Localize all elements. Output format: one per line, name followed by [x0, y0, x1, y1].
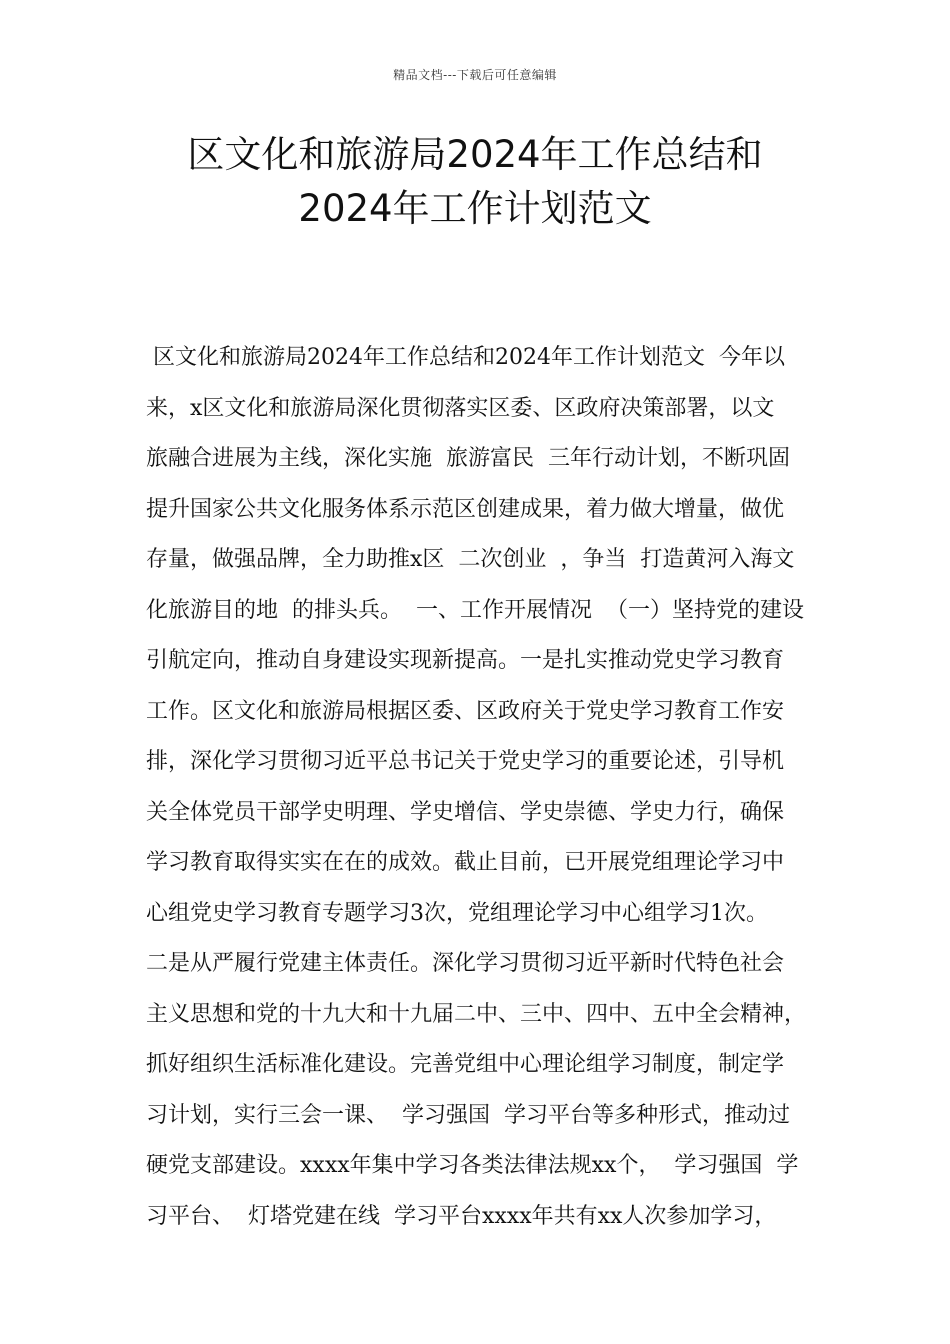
body-line: 关全体党员干部学史明理、学史增信、学史崇德、学史力行，确保: [146, 799, 785, 825]
body-line: 存量，做强品牌，全力助推x区 二次创业 ，争当 打造黄河入海文: [146, 547, 795, 572]
body-line: 硬党支部建设。xxxx年集中学习各类法律法规xx个， 学习强国 学: [146, 1153, 799, 1178]
body-line: 来，x区文化和旅游局深化贯彻落实区委、区政府决策部署，以文: [146, 395, 775, 421]
body-line: 排，深化学习贯彻习近平总书记关于党史学习的重要论述，引导机: [146, 749, 785, 774]
body-line: 学习教育取得实实在在的成效。截止目前，已开展党组理论学习中: [146, 850, 785, 875]
document-title: [100, 128, 850, 236]
body-line: 心组党史学习教育专题学习3次，党组理论学习中心组学习1次。: [146, 900, 768, 926]
body-line: 习计划，实行三会一课、 学习强国 学习平台等多种形式，推动过: [146, 1102, 790, 1128]
body-line: 区文化和旅游局2024年工作总结和2024年工作计划范文 今年以: [146, 345, 785, 370]
body-line: 化旅游目的地 的排头兵。 一、工作开展情况 （一）坚持党的建设: [146, 597, 804, 623]
body-line: 抓好组织生活标准化建设。完善党组中心理论组学习制度，制定学: [146, 1052, 785, 1077]
body-line: 引航定向，推动自身建设实现新提高。一是扎实推动党史学习教育: [146, 648, 785, 673]
body-line: 提升国家公共文化服务体系示范区创建成果，着力做大增量，做优: [146, 496, 785, 522]
body-line: 工作。区文化和旅游局根据区委、区政府关于党史学习教育工作安: [146, 698, 785, 724]
body-line: 旅融合进展为主线，深化实施 旅游富民 三年行动计划，不断巩固: [146, 446, 790, 471]
body-text: [146, 333, 836, 1242]
body-line: 二是从严履行党建主体责任。深化学习贯彻习近平新时代特色社会: [146, 951, 785, 976]
title-line-1: 区文化和旅游局2024年工作总结和: [187, 133, 763, 176]
title-line-2: 2024年工作计划范文: [298, 187, 652, 230]
body-line: 主义思想和党的十九大和十九届二中、三中、四中、五中全会精神，: [146, 1001, 807, 1027]
body-line: 习平台、 灯塔党建在线 学习平台xxxx年共有xx人次参加学习，: [146, 1203, 777, 1229]
header-note: 精品文档---下载后可任意编辑: [393, 68, 557, 82]
